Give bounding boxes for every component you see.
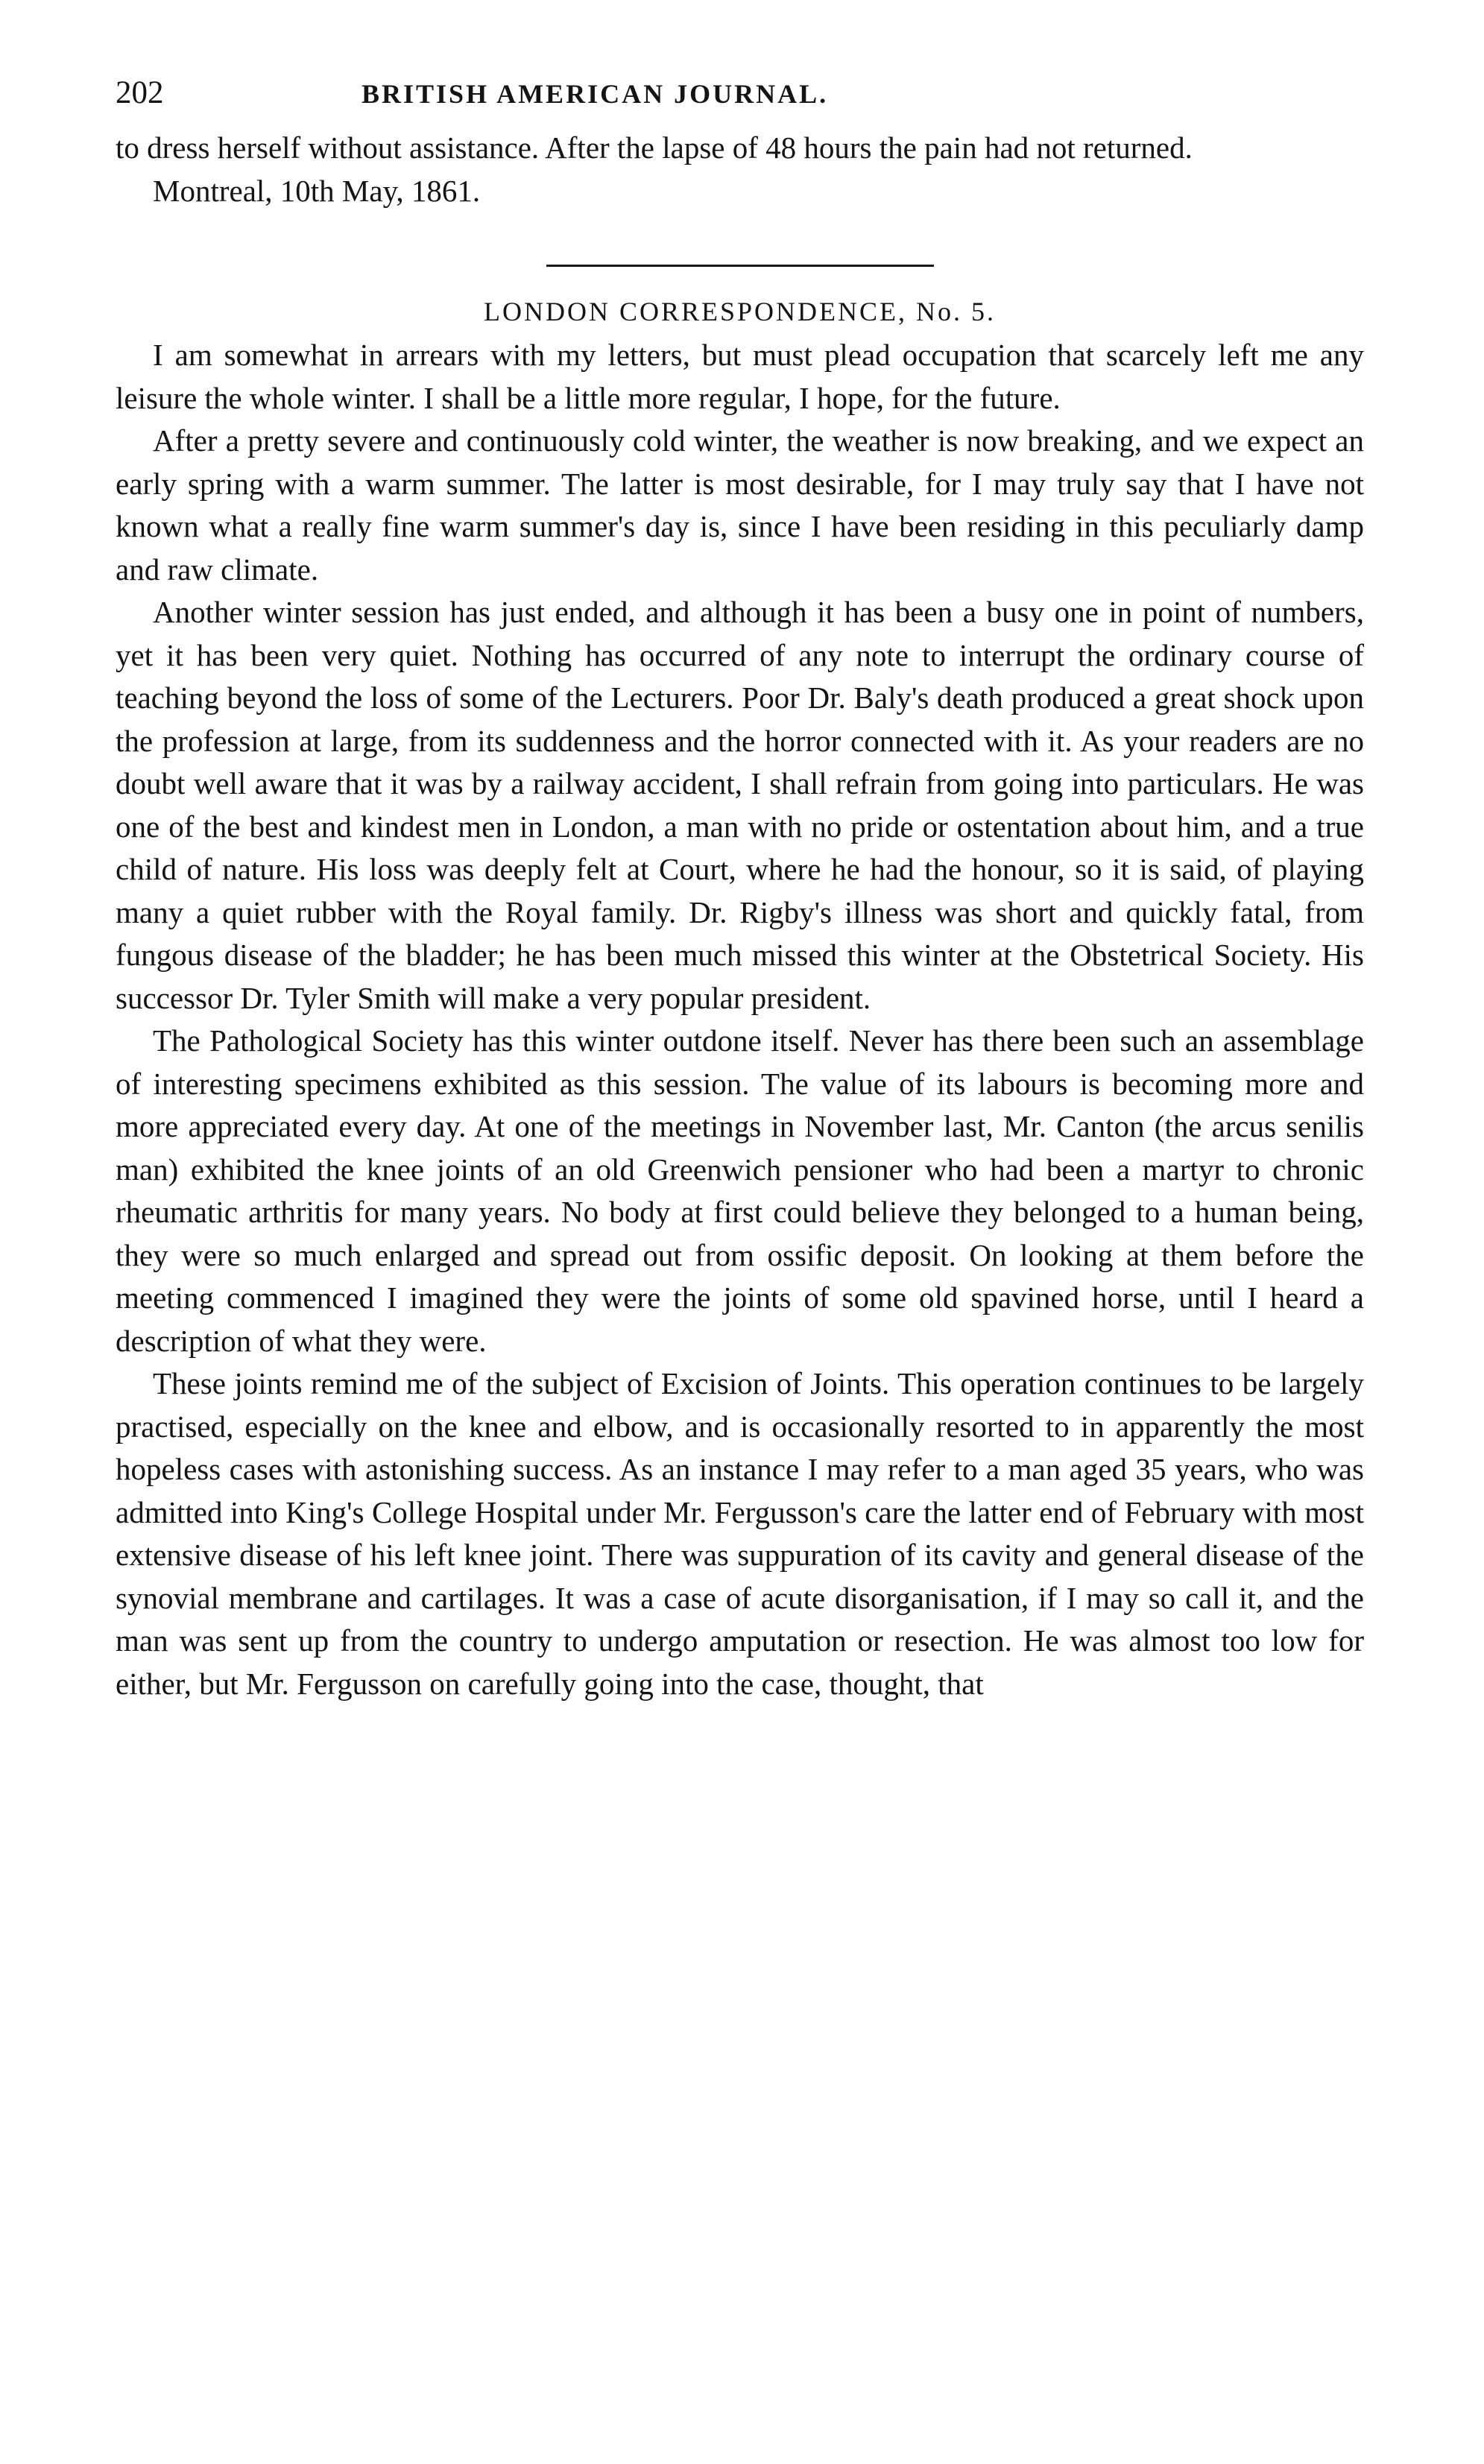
article-paragraph: Another winter session has just ended, and although it has been a busy one in point of numbers, yet it has been very quiet. Nothing has occurred of any note to interrupt the ordinary course of teaching beyond the loss of some of the Lecturers. Poor Dr. Baly's death produced a great shock upon the profession at large, from its suddenness and the horror connected with it. As your readers are no doubt well aware that it was by a railway accident, I shall refrain from going into particulars. He was one of the best and kindest men in London, a man with no pride or ostentation about him, and a true child of nature. His loss was deeply felt at Court, where he had the honour, so it is said, of playing many a quiet rubber with the Royal family. Dr. Rigby's illness was short and quickly fatal, from fungous disease of the bladder; he has been much missed this winter at the Obstetrical Society. His successor Dr. Tyler Smith will make a very popular president. (116, 595, 1364, 1015)
article-paragraph: These joints remind me of the subject of Excision of Joints. This operation continues to be largely practised, especially on the knee and elbow, and is occasionally resorted to in apparently the most hopeless cases with astonishing success. As an instance I may refer to a man aged 35 years, who was admitted into King's College Hospital under Mr. Fergusson's care the latter end of February with most extensive disease of his left knee joint. There was suppuration of its cavity and general disease of the synovial membrane and cartilages. It was a case of acute disorganisation, if I may so call it, and the man was sent up from the country to undergo amputation or resection. He was almost too low for either, but Mr. Fergusson on carefully going into the case, thought, that (116, 1366, 1364, 1701)
continuation-paragraph: to dress herself without assistance. After the lapse of 48 hours the pain had not returned. (116, 130, 1193, 165)
article-paragraph: I am somewhat in arrears with my letters, but must plead occupation that scarcely left me any leisure the whole winter. I shall be a little more regular, I hope, for the future. (116, 338, 1364, 415)
dateline: Montreal, 10th May, 1861. (153, 173, 481, 208)
article-paragraph: After a pretty severe and continuously cold winter, the weather is now breaking, and we expect an early spring with a warm summer. The latter is most desirable, for I may truly say that I have not known what a really fine warm summer's day is, since I have been residing in this peculiarly damp and raw climate. (116, 423, 1364, 587)
article-title: LONDON CORRESPONDENCE, No. 5. (483, 297, 997, 326)
journal-page (116, 75, 1364, 1705)
page-header (116, 75, 1364, 127)
article-paragraph: The Pathological Society has this winter outdone itself. Never has there been such an assemblage of interesting specimens exhibited as this session. The value of its labours is becoming more and more appreciated every day. At one of the meetings in November last, Mr. Canton (the arcus senilis man) exhibited the knee joints of an old Greenwich pensioner who had been a martyr to chronic rheumatic arthritis for many years. No body at first could believe they belonged to a human being, they were so much enlarged and spread out from ossific deposit. On looking at them before the meeting commenced I imagined they were the joints of some old spavined horse, until I heard a description of what they were. (116, 1023, 1364, 1358)
running-title: BRITISH AMERICAN JOURNAL. (361, 79, 829, 109)
section-divider (546, 265, 934, 267)
page-number: 202 (116, 75, 164, 110)
